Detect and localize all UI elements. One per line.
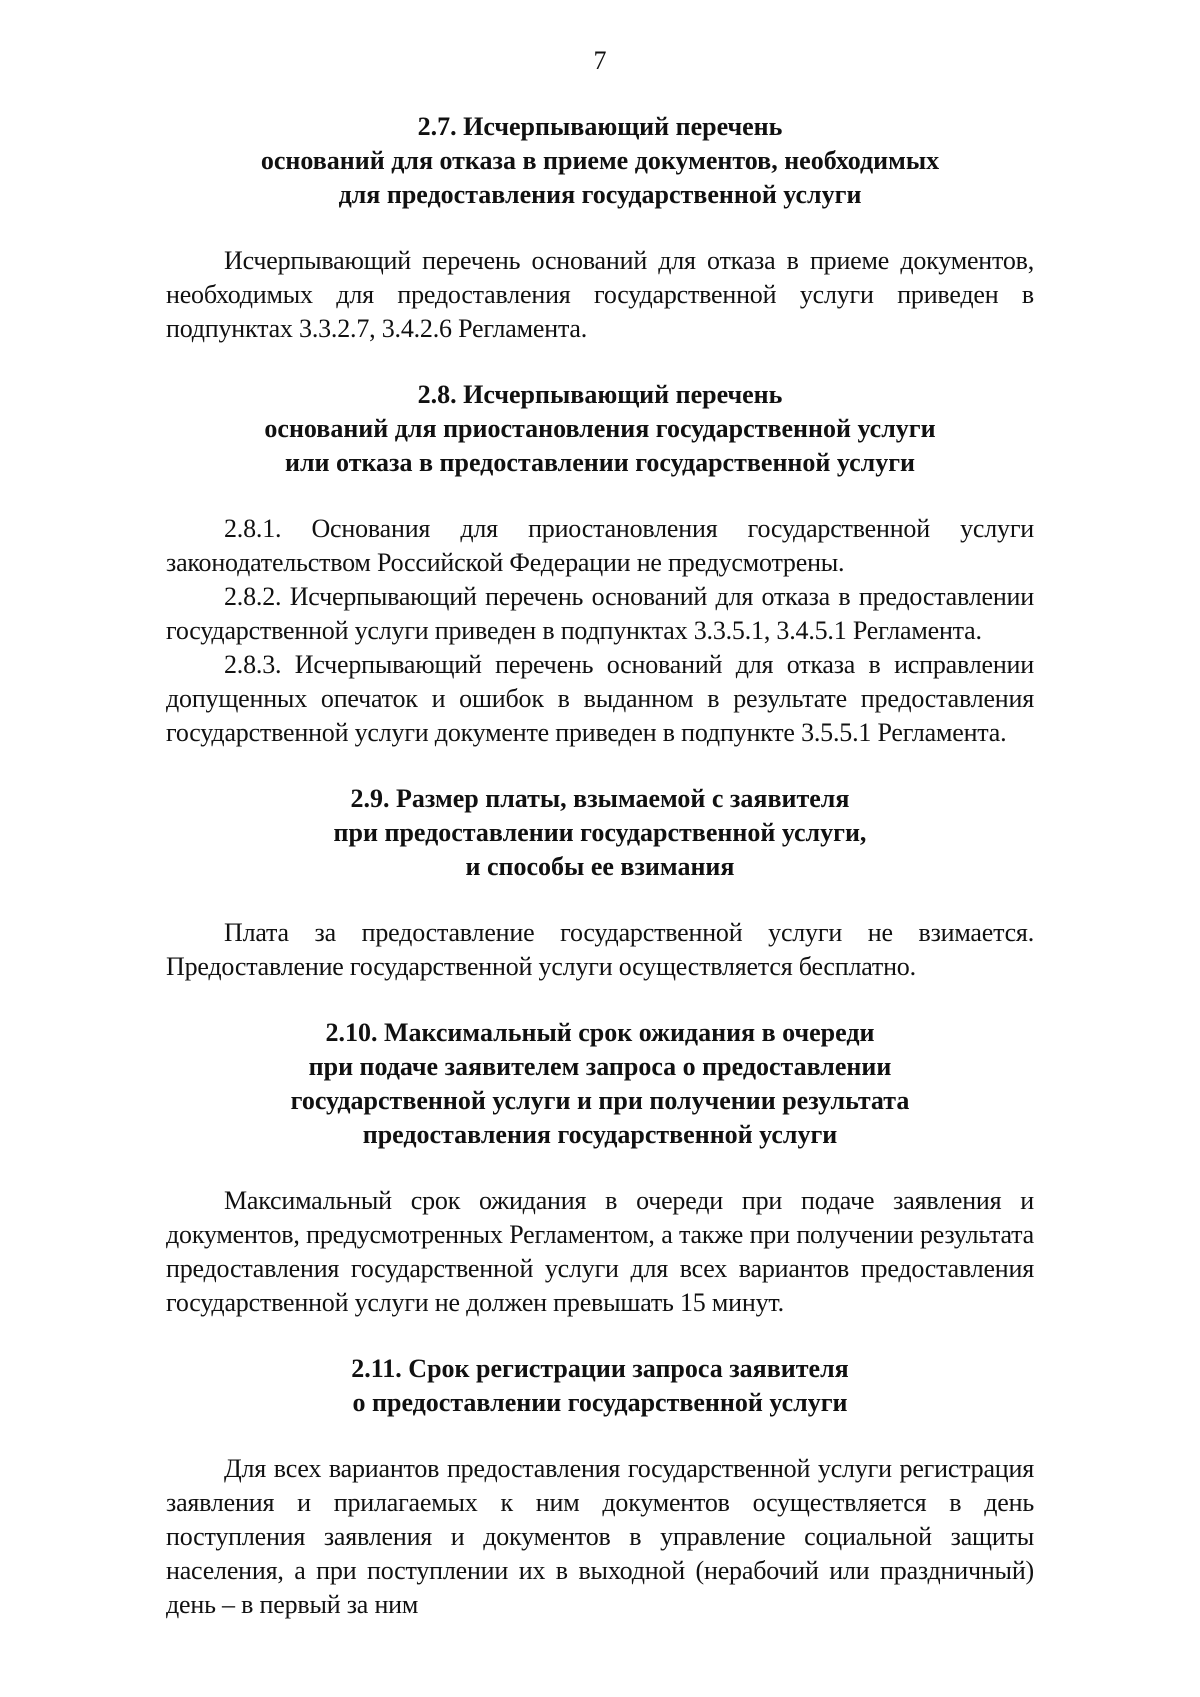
paragraph: Максимальный срок ожидания в очереди при подаче заявления и документов, предусмотренных Регламентом, а также при получении результата предоставления государственной услуги для всех вариантов предоставления государственной услуги не должен превышать 15 минут. [166,1186,1034,1317]
paragraph: Плата за предоставление государственной услуги не взимается. Предоставление государственной услуги осуществляется бесплатно. [166,918,1034,981]
paragraph: 2.8.1. Основания для приостановления государственной услуги законодательством Российской Федерации не предусмотрены. [166,514,1034,577]
heading-line: для предоставления государственной услуги [338,180,862,209]
section-2-8 [166,378,1034,782]
section-2-9 [166,782,1034,1016]
heading-line: и способы ее взимания [465,852,735,881]
paragraph: Для всех вариантов предоставления государственной услуги регистрация заявления и прилагаемых к ним документов осуществляется в день поступления заявления и документов в управление социальной защиты населения, а при поступлении их в выходной (нерабочий или праздничный) день – в первый за ним [166,1454,1034,1619]
heading-line: 2.10. Максимальный срок ожидания в очереди [325,1018,875,1047]
heading-line: 2.8. Исчерпывающий перечень [417,380,783,409]
heading-line: оснований для приостановления государственной услуги [264,414,936,443]
heading-line: или отказа в предоставлении государственной услуги [284,448,916,477]
heading-line: при подаче заявителем запроса о предоставлении [308,1052,892,1081]
section-2-10 [166,1016,1034,1352]
heading-line: оснований для отказа в приеме документов, необходимых [260,146,940,175]
section-heading [166,110,1034,212]
section-heading [166,782,1034,884]
heading-line: 2.11. Срок регистрации запроса заявителя [351,1354,849,1383]
paragraph: 2.8.3. Исчерпывающий перечень оснований для отказа в исправлении допущенных опечаток и ошибок в выданном в результате предоставления государственной услуги документе приведен в подпункте 3.5.5.1 Регламента. [166,650,1034,747]
section-2-7 [166,110,1034,378]
section-heading [166,378,1034,480]
section-2-11 [166,1352,1034,1622]
heading-line: предоставления государственной услуги [362,1120,838,1149]
heading-line: 2.7. Исчерпывающий перечень [417,112,783,141]
heading-line: при предоставлении государственной услуги, [333,818,867,847]
paragraph: 2.8.2. Исчерпывающий перечень оснований для отказа в предоставлении государственной услуги приведен в подпунктах 3.3.5.1, 3.4.5.1 Регламента. [166,582,1034,645]
page-number: 7 [593,46,607,75]
paragraph: Исчерпывающий перечень оснований для отказа в приеме документов, необходимых для предоставления государственной услуги приведен в подпунктах 3.3.2.7, 3.4.2.6 Регламента. [166,246,1034,343]
heading-line: о предоставлении государственной услуги [352,1388,848,1417]
document-content [166,110,1034,1622]
heading-line: государственной услуги и при получении результата [290,1086,910,1115]
section-heading [166,1016,1034,1152]
section-heading [166,1352,1034,1420]
heading-line: 2.9. Размер платы, взымаемой с заявителя [350,784,850,813]
